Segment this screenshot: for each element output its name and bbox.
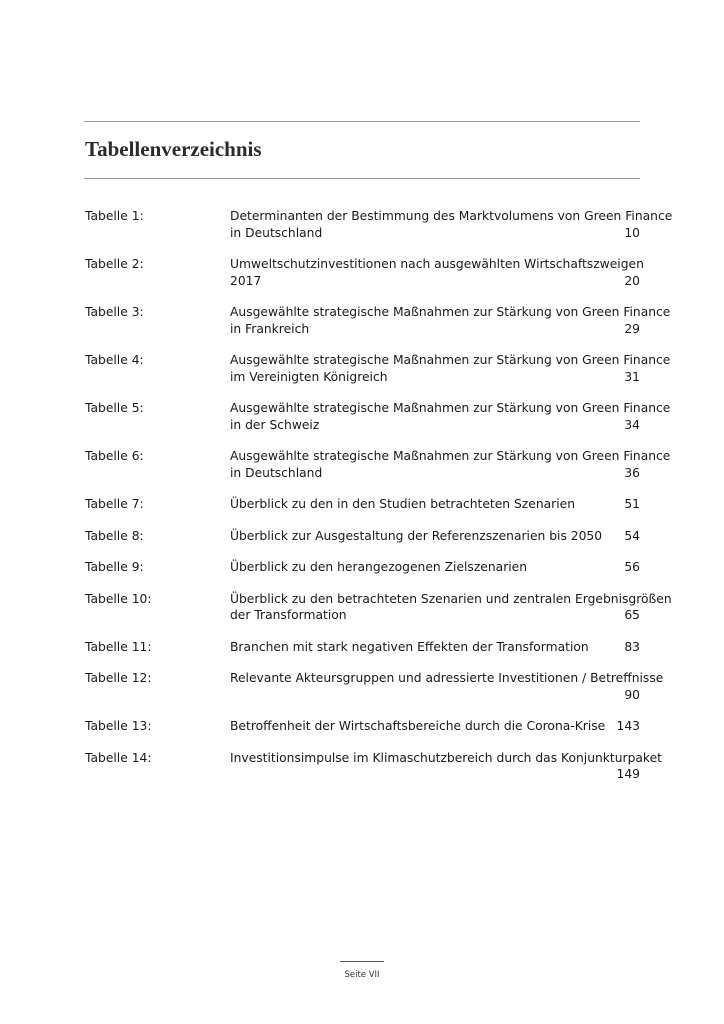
toc-entry[interactable] bbox=[85, 448, 671, 481]
toc-entry-title: Überblick zu den betrachteten Szenarien und zentralen Ergebnisgrößen bbox=[230, 591, 672, 606]
toc-entry-title-cont: in der Schweiz bbox=[230, 417, 320, 432]
toc-entry[interactable] bbox=[85, 528, 640, 545]
toc-entry-label: Tabelle 12: bbox=[85, 671, 152, 685]
toc-entry-title-cont: in Deutschland bbox=[230, 465, 323, 480]
toc-entry[interactable] bbox=[85, 304, 671, 337]
toc-entry-label: Tabelle 2: bbox=[85, 257, 144, 271]
toc-entry-page: 10 bbox=[624, 225, 640, 240]
toc-entry-title-cont: 2017 bbox=[230, 273, 262, 288]
toc-entry-label: Tabelle 14: bbox=[85, 750, 152, 765]
toc-entry[interactable] bbox=[85, 256, 644, 289]
toc-entry-page: 20 bbox=[624, 273, 640, 288]
toc-entry-label: Tabelle 5: bbox=[85, 401, 144, 415]
title-rule bbox=[84, 178, 640, 179]
toc-entry-title-cont: in Frankreich bbox=[230, 321, 310, 336]
toc-entry-title-cont: der Transformation bbox=[230, 608, 347, 622]
toc-entry-label: Tabelle 7: bbox=[85, 497, 144, 511]
toc-entry-label: Tabelle 13: bbox=[85, 719, 152, 733]
toc-entry-label: Tabelle 6: bbox=[85, 449, 144, 463]
toc-entry-title: Ausgewählte strategische Maßnahmen zur Stärkung von Green Finance bbox=[230, 449, 671, 463]
toc-entry-page: 149 bbox=[616, 767, 640, 781]
toc-entry-label: Tabelle 8: bbox=[85, 528, 144, 543]
page-number: Seite VII bbox=[344, 970, 380, 980]
toc-entry-title: Überblick zur Ausgestaltung der Referenzszenarien bis 2050 bbox=[230, 528, 603, 543]
toc-entry-label: Tabelle 1: bbox=[85, 209, 144, 223]
toc-entry[interactable] bbox=[85, 352, 671, 385]
toc-entry-page: 56 bbox=[624, 560, 640, 574]
toc-entry-title: Ausgewählte strategische Maßnahmen zur Stärkung von Green Finance bbox=[230, 401, 671, 415]
toc-entry-label: Tabelle 10: bbox=[85, 591, 152, 606]
toc-entry[interactable] bbox=[85, 591, 672, 624]
toc-entry-label: Tabelle 3: bbox=[85, 305, 144, 319]
toc-entry-title-cont: im Vereinigten Königreich bbox=[230, 369, 388, 384]
toc-entry[interactable] bbox=[85, 718, 640, 735]
toc-entry-page: 36 bbox=[624, 465, 640, 480]
toc-entry-page: 65 bbox=[624, 608, 640, 622]
toc-entry-title: Branchen mit stark negativen Effekten der Transformation bbox=[230, 639, 589, 654]
toc-entry-title: Überblick zu den in den Studien betrachteten Szenarien bbox=[230, 497, 575, 511]
page-title: Tabellenverzeichnis bbox=[85, 137, 262, 161]
toc-entry-title: Betroffenheit der Wirtschaftsbereiche durch die Corona-Krise bbox=[230, 719, 606, 733]
toc-entry-page: 51 bbox=[624, 497, 640, 511]
toc-entry-title-cont: in Deutschland bbox=[230, 225, 323, 240]
toc-entry-label: Tabelle 11: bbox=[85, 639, 152, 654]
toc-entry-title: Relevante Akteursgruppen und adressierte Investitionen / Betreffnisse bbox=[230, 671, 664, 685]
toc-entry-page: 34 bbox=[624, 417, 640, 432]
toc-entry[interactable] bbox=[85, 400, 671, 433]
toc-entry-title: Investitionsimpulse im Klimaschutzbereich durch das Konjunkturpaket bbox=[230, 750, 662, 765]
toc-entry-page: 90 bbox=[624, 687, 640, 702]
toc-entry-title: Überblick zu den herangezogenen Zielszenarien bbox=[230, 560, 528, 574]
toc-entry[interactable] bbox=[85, 750, 662, 783]
toc-entry-title: Ausgewählte strategische Maßnahmen zur Stärkung von Green Finance bbox=[230, 305, 671, 319]
toc-entry[interactable] bbox=[85, 208, 673, 241]
toc-entry-page: 54 bbox=[624, 528, 640, 543]
toc-entry-label: Tabelle 4: bbox=[85, 353, 144, 367]
table-list bbox=[85, 208, 673, 798]
toc-entry-page: 83 bbox=[624, 639, 640, 654]
toc-entry[interactable] bbox=[85, 559, 640, 576]
toc-entry-page: 29 bbox=[624, 321, 640, 336]
toc-entry-title: Umweltschutzinvestitionen nach ausgewählten Wirtschaftszweigen bbox=[230, 257, 644, 271]
toc-entry-page: 31 bbox=[624, 369, 640, 384]
toc-entry[interactable] bbox=[85, 496, 640, 513]
toc-entry[interactable] bbox=[85, 639, 640, 656]
toc-entry-title: Ausgewählte strategische Maßnahmen zur Stärkung von Green Finance bbox=[230, 353, 671, 367]
toc-entry-page: 143 bbox=[616, 719, 640, 733]
footer-rule bbox=[340, 961, 384, 962]
toc-entry-title: Determinanten der Bestimmung des Marktvolumens von Green Finance bbox=[230, 209, 673, 223]
toc-entry-label: Tabelle 9: bbox=[85, 560, 144, 574]
top-rule bbox=[84, 121, 640, 122]
toc-entry[interactable] bbox=[85, 670, 664, 703]
